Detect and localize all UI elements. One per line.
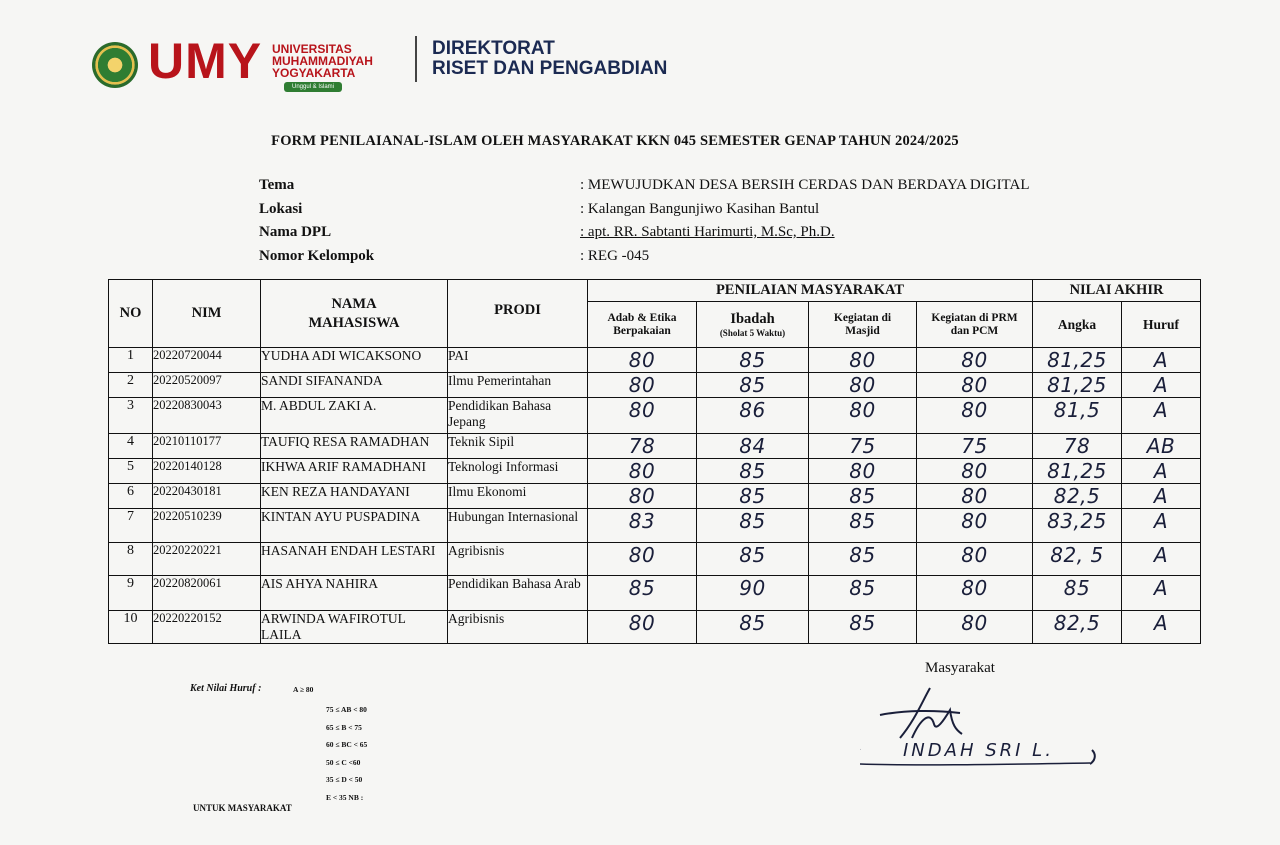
univ-line-3: YOGYAKARTA [272, 66, 356, 80]
header-nilai-akhir: NILAI AKHIR [1033, 280, 1201, 302]
nilai-angka: 82, 5 [1033, 543, 1122, 576]
score-masjid: 85 [809, 509, 917, 543]
table-row [109, 543, 1201, 576]
row-nim: 20210110177 [153, 434, 261, 459]
row-nim: 20220220152 [153, 611, 261, 644]
score-adab: 80 [588, 348, 697, 373]
score-ibadah: 85 [697, 459, 809, 484]
nilai-huruf: AB [1122, 434, 1201, 459]
table-row [109, 348, 1201, 373]
score-prm: 80 [917, 373, 1033, 398]
form-title: FORM PENILAIANAL-ISLAM OLEH MASYARAKAT KKN 045 SEMESTER GENAP TAHUN 2024/2025 [271, 133, 959, 149]
nilai-angka: 82,5 [1033, 484, 1122, 509]
row-nama: KINTAN AYU PUSPADINA [261, 509, 448, 543]
row-no: 5 [109, 459, 153, 484]
table-row [109, 373, 1201, 398]
row-nim: 20220820061 [153, 576, 261, 611]
score-adab: 80 [588, 543, 697, 576]
directorate-line-2: RISET DAN PENGABDIAN [432, 58, 668, 79]
row-prodi: Ilmu Ekonomi [448, 484, 588, 509]
info-label: Nama DPL [259, 224, 332, 240]
header-nim: NIM [153, 280, 261, 348]
table-row [109, 459, 1201, 484]
university-name [272, 43, 373, 79]
score-masjid: 85 [809, 611, 917, 644]
score-ibadah: 85 [697, 611, 809, 644]
score-adab: 80 [588, 484, 697, 509]
score-ibadah: 90 [697, 576, 809, 611]
nilai-huruf: A [1122, 459, 1201, 484]
score-adab: 80 [588, 398, 697, 434]
table-row [109, 434, 1201, 459]
score-masjid: 80 [809, 398, 917, 434]
signatory-name: INDAH SRI L. [903, 740, 1054, 761]
header-ibadah-label: Ibadah [730, 311, 775, 327]
untuk-masyarakat-note: UNTUK MASYARAKAT [193, 803, 292, 813]
header-masjid: Kegiatan di Masjid [809, 302, 917, 348]
nilai-angka: 81,25 [1033, 348, 1122, 373]
row-no: 10 [109, 611, 153, 644]
score-prm: 80 [917, 398, 1033, 434]
score-ibadah: 85 [697, 484, 809, 509]
score-adab: 83 [588, 509, 697, 543]
row-prodi: Pendidikan Bahasa Jepang [448, 398, 588, 434]
row-nama: AIS AHYA NAHIRA [261, 576, 448, 611]
signature-label: Masyarakat [925, 660, 995, 676]
table-row [109, 576, 1201, 611]
info-value: : MEWUJUDKAN DESA BERSIH CERDAS DAN BERDAYA DIGITAL [580, 177, 1030, 193]
nilai-angka: 85 [1033, 576, 1122, 611]
row-prodi: Agribisnis [448, 611, 588, 644]
header-adab: Adab & Etika Berpakaian [588, 302, 697, 348]
nilai-angka: 81,5 [1033, 398, 1122, 434]
row-nim: 20220830043 [153, 398, 261, 434]
row-nama: SANDI SIFANANDA [261, 373, 448, 398]
ket-grade-item: 35 ≤ D < 50 [326, 775, 363, 784]
assessment-table [108, 279, 1201, 644]
nilai-angka: 82,5 [1033, 611, 1122, 644]
nilai-huruf: A [1122, 611, 1201, 644]
table-row [109, 398, 1201, 434]
ket-grade-item: 65 ≤ B < 75 [326, 722, 362, 732]
score-adab: 80 [588, 373, 697, 398]
score-ibadah: 85 [697, 348, 809, 373]
score-masjid: 80 [809, 348, 917, 373]
score-ibadah: 86 [697, 398, 809, 434]
row-no: 3 [109, 398, 153, 434]
row-nim: 20220430181 [153, 484, 261, 509]
header-no: NO [109, 280, 153, 348]
score-prm: 80 [917, 543, 1033, 576]
score-masjid: 80 [809, 373, 917, 398]
score-prm: 80 [917, 611, 1033, 644]
row-no: 2 [109, 373, 153, 398]
score-prm: 75 [917, 434, 1033, 459]
row-nim: 20220720044 [153, 348, 261, 373]
row-nim: 20220520097 [153, 373, 261, 398]
ket-grade-item: E < 35 NB : [326, 792, 364, 802]
header-penilaian-masyarakat: PENILAIAN MASYARAKAT [588, 280, 1033, 302]
nilai-angka: 81,25 [1033, 373, 1122, 398]
row-nim: 20220220221 [153, 543, 261, 576]
umy-logo-text: UMY [148, 33, 263, 89]
ket-nilai-label: Ket Nilai Huruf : [190, 683, 262, 694]
score-ibadah: 85 [697, 373, 809, 398]
score-ibadah: 84 [697, 434, 809, 459]
score-prm: 80 [917, 348, 1033, 373]
row-no: 7 [109, 509, 153, 543]
directorate-title [432, 39, 667, 79]
univ-line-1: UNIVERSITAS [272, 42, 352, 56]
score-ibadah: 85 [697, 509, 809, 543]
row-prodi: Hubungan Internasional [448, 509, 588, 543]
logo-tagline: Unggul & Islami [284, 82, 342, 92]
row-no: 1 [109, 348, 153, 373]
row-no: 8 [109, 543, 153, 576]
ket-grade-a: A ≥ 80 [293, 685, 314, 694]
table-row [109, 484, 1201, 509]
nilai-huruf: A [1122, 373, 1201, 398]
row-no: 9 [109, 576, 153, 611]
umy-seal-icon [92, 42, 138, 88]
row-nama: TAUFIQ RESA RAMADHAN [261, 434, 448, 459]
row-nama: IKHWA ARIF RAMADHANI [261, 459, 448, 484]
nilai-huruf: A [1122, 398, 1201, 434]
nilai-huruf: A [1122, 509, 1201, 543]
score-adab: 85 [588, 576, 697, 611]
info-label: Lokasi [259, 200, 303, 217]
info-value: : apt. RR. Sabtanti Harimurti, M.Sc, Ph.D. [580, 224, 835, 240]
nilai-angka: 78 [1033, 434, 1122, 459]
header-divider [415, 36, 417, 82]
nilai-angka: 83,25 [1033, 509, 1122, 543]
nilai-huruf: A [1122, 484, 1201, 509]
score-prm: 80 [917, 509, 1033, 543]
row-nama: HASANAH ENDAH LESTARI [261, 543, 448, 576]
row-nim: 20220510239 [153, 509, 261, 543]
row-nama: ARWINDA WAFIROTUL LAILA [261, 611, 448, 644]
row-prodi: Ilmu Pemerintahan [448, 373, 588, 398]
row-prodi: Teknik Sipil [448, 434, 588, 459]
row-no: 4 [109, 434, 153, 459]
nilai-huruf: A [1122, 576, 1201, 611]
row-nim: 20220140128 [153, 459, 261, 484]
directorate-line-1: DIREKTORAT [432, 38, 555, 59]
row-prodi: Teknologi Informasi [448, 459, 588, 484]
score-ibadah: 85 [697, 543, 809, 576]
nilai-huruf: A [1122, 543, 1201, 576]
score-masjid: 85 [809, 576, 917, 611]
score-adab: 80 [588, 459, 697, 484]
score-prm: 80 [917, 576, 1033, 611]
header-angka: Angka [1033, 302, 1122, 348]
ket-grade-item: 50 ≤ C <60 [326, 757, 361, 767]
table-row [109, 509, 1201, 543]
header-prm: Kegiatan di PRM dan PCM [917, 302, 1033, 348]
info-label: Tema [259, 177, 295, 193]
score-masjid: 80 [809, 459, 917, 484]
row-prodi: Pendidikan Bahasa Arab [448, 576, 588, 611]
header-ibadah-sub: (Sholat 5 Waktu) [719, 328, 786, 338]
score-prm: 80 [917, 459, 1033, 484]
header-nama: NAMA MAHASISWA [261, 280, 448, 348]
row-nama: KEN REZA HANDAYANI [261, 484, 448, 509]
score-adab: 78 [588, 434, 697, 459]
info-label: Nomor Kelompok [259, 247, 375, 264]
info-value: : REG -045 [580, 247, 650, 264]
header-ibadah [697, 302, 809, 348]
score-masjid: 75 [809, 434, 917, 459]
ket-grade-item: 60 ≤ BC < 65 [326, 740, 368, 749]
score-adab: 80 [588, 611, 697, 644]
info-value: : Kalangan Bangunjiwo Kasihan Bantul [580, 200, 820, 217]
table-row [109, 611, 1201, 644]
nilai-huruf: A [1122, 348, 1201, 373]
ket-grade-list [326, 701, 367, 806]
univ-line-2: MUHAMMADIYAH [272, 54, 373, 68]
row-nama: M. ABDUL ZAKI A. [261, 398, 448, 434]
nilai-angka: 81,25 [1033, 459, 1122, 484]
score-prm: 80 [917, 484, 1033, 509]
row-prodi: Agribisnis [448, 543, 588, 576]
row-nama: YUDHA ADI WICAKSONO [261, 348, 448, 373]
header-prodi: PRODI [448, 280, 588, 348]
row-prodi: PAI [448, 348, 588, 373]
score-masjid: 85 [809, 543, 917, 576]
header-huruf: Huruf [1122, 302, 1201, 348]
ket-grade-item: 75 ≤ AB < 80 [326, 705, 367, 714]
score-masjid: 85 [809, 484, 917, 509]
row-no: 6 [109, 484, 153, 509]
